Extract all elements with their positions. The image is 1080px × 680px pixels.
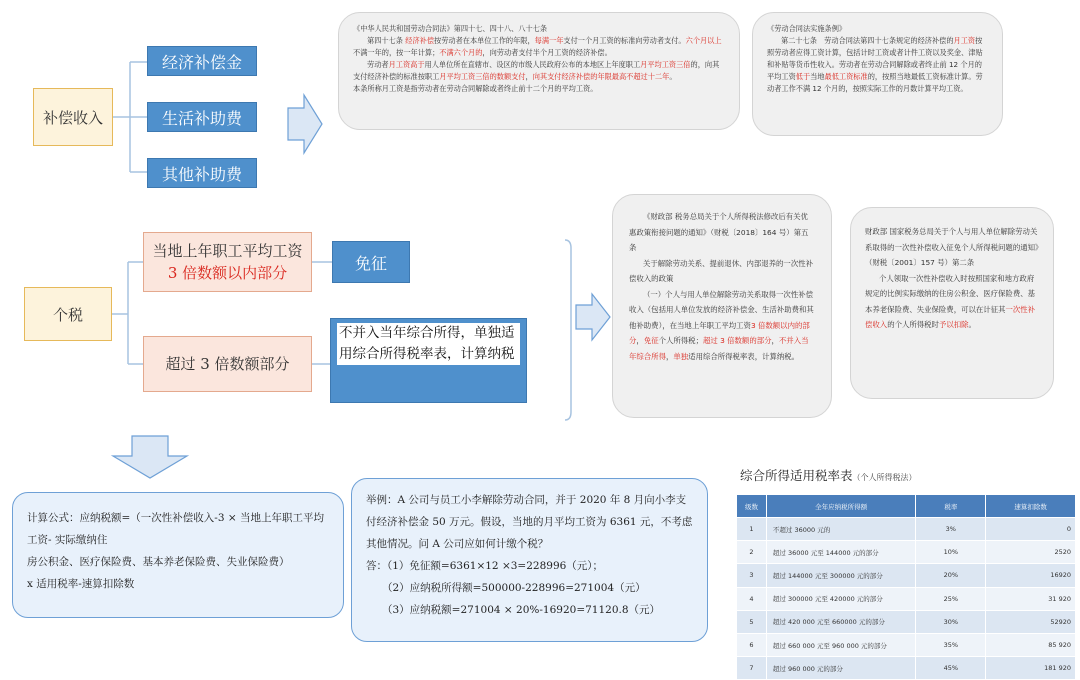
- branch-label: 生活补助费: [161, 108, 242, 128]
- tax-table-heading: [740, 465, 1070, 485]
- text: 月平均工资三倍的数额支付: [439, 72, 526, 81]
- notice-title: 财政部 国家税务总局关于个人与用人单位解除劳动关系取得的一次性补偿收入征免个人所得税问题的通知》（财税〔2001〕157 号）第二条: [865, 227, 1039, 267]
- branch-other-allowance: [147, 158, 257, 188]
- example-answer-3: （3）应纳税额=271004 × 20%-16920=71120.8（元）: [382, 604, 661, 616]
- text: 按照劳动者应得工资计算，包括计时工资或者计件工资以及奖金、津贴和补贴等货币性收入。劳动者在劳动合同解除或者终止前 12 个月的平均工资: [767, 36, 983, 81]
- tax-table-cell: 85 920: [986, 633, 1076, 656]
- condition-text: 超过 3 倍数额部分: [165, 355, 290, 373]
- tax-table-header: 速算扣除数: [986, 495, 1076, 518]
- arrow-right-2: [576, 294, 610, 340]
- branch-economic-compensation: [147, 46, 257, 76]
- text: ，向劳动者支付半个月工资的经济补偿。: [482, 48, 612, 57]
- tax-table-cell: 超过 660 000 元至 960 000 元的部分: [766, 633, 916, 656]
- text: 一次性补偿收入: [865, 304, 1036, 329]
- tax-table-cell: 52920: [986, 610, 1076, 633]
- condition-within-3x: [143, 232, 312, 292]
- formula-line-2: 房公积金、医疗保险费、基本养老保险费、失业保险费）: [27, 556, 290, 568]
- tax-table-cell: 3: [737, 564, 767, 587]
- notice-para-1: [629, 287, 815, 365]
- text: 不满六个月的: [439, 48, 483, 57]
- tax-table-cell: 31 920: [986, 587, 1076, 610]
- tax-table-subtitle: （个人所得税法）: [852, 473, 917, 482]
- tax-table-header: 级数: [737, 495, 767, 518]
- tax-table-row: [737, 564, 1076, 587]
- tax-table-cell: 10%: [916, 541, 986, 564]
- text: ，: [525, 72, 533, 81]
- text: 免征: [643, 336, 659, 345]
- tax-table-header: 全年应纳税所得额: [766, 495, 916, 518]
- text: 按劳动者在本单位工作的年限，: [434, 36, 535, 45]
- tax-table-cell: 1: [737, 518, 767, 541]
- tax-table-cell: 25%: [916, 587, 986, 610]
- compensation-income-label: 补偿收入: [42, 108, 103, 127]
- compensation-income-box: [33, 88, 113, 146]
- text: 第四十七条: [367, 36, 403, 45]
- tax-table-cell: 0: [986, 518, 1076, 541]
- individual-tax-box: [24, 287, 112, 341]
- text: 个人所得税；: [658, 336, 703, 345]
- text: 低于: [795, 72, 811, 81]
- notice-para: 关于解除劳动关系、提前退休、内部退养的一次性补偿收入的政策: [629, 258, 813, 283]
- result-separate-tax: [330, 318, 527, 403]
- text: 每满一年: [534, 36, 564, 45]
- text: 超过 3 倍数额的部分: [702, 336, 772, 345]
- individual-tax-label: 个税: [52, 305, 83, 324]
- formula-box: [12, 492, 344, 618]
- tax-table-title: 综合所得适用税率表: [740, 468, 853, 483]
- tax-table-cell: 4: [737, 587, 767, 610]
- tax-table-cell: 不超过 36000 元的: [766, 518, 916, 541]
- text: 用人单位所在直辖市、设区的市级人民政府公布的本地区上年度职工: [424, 60, 641, 69]
- formula-line-3: x 适用税率-速算扣除数: [27, 578, 135, 590]
- text: 支付一个月工资的标准向劳动者支付。: [563, 36, 686, 45]
- example-question: 举例：A 公司与员工小李解除劳动合同，并于 2020 年 8 月向小李支付经济补偿金 50 万元。假设，当地的月平均工资为 6361 元，不考虑其他情况。问 A 公司应如何计缴个税？: [366, 494, 693, 550]
- text: 劳动者: [367, 60, 389, 69]
- text: 当地: [810, 72, 825, 81]
- tax-table-cell: 35%: [916, 633, 986, 656]
- text: 。: [669, 72, 677, 81]
- branch-label: 经济补偿金: [161, 52, 242, 72]
- text: 月工资高于: [388, 60, 425, 69]
- text: 第二十七条 劳动合同法第四十七条规定的经济补偿的: [781, 36, 954, 45]
- tax-table-header: 税率: [916, 495, 986, 518]
- law-regulation-cloud: [752, 12, 1003, 136]
- text: 单独: [673, 351, 689, 361]
- tax-table-cell: 6: [737, 633, 767, 656]
- condition-highlight: 3 倍数额以内部分: [167, 264, 288, 282]
- tax-table-cell: 超过 300000 元至 420000 元的部分: [766, 587, 916, 610]
- condition-text: 当地上年职工平均工资: [152, 242, 303, 260]
- text: ，: [771, 336, 779, 345]
- result-separate-text: 不并入当年综合所得，单独适用综合所得税率表，计算纳税: [337, 323, 520, 365]
- tax-table-cell: 7: [737, 657, 767, 680]
- text: 予以扣除: [938, 320, 969, 329]
- condition-over-3x: [143, 336, 312, 392]
- tax-table-cell: 45%: [916, 657, 986, 680]
- tax-table-row: [737, 587, 1076, 610]
- text: 的个人所得税时: [887, 320, 939, 329]
- example-answer-1: 答：（1）免征额=6361×12 ×3=228996（元）；: [366, 560, 604, 572]
- law-labor-contract-cloud: [338, 12, 740, 130]
- text: 的，按照当地最低工资标准计算。劳动者工作不满 12 个月的，按照实际工作的月数计算平均工资。: [767, 72, 983, 93]
- tax-table-cell: 超过 420 000 元至 660000 元的部分: [766, 610, 916, 633]
- branch-living-allowance: [147, 102, 257, 132]
- tax-table-row: [737, 633, 1076, 656]
- law-para-salary: [353, 59, 725, 83]
- text: 。: [968, 320, 976, 329]
- tax-table-cell: 5: [737, 610, 767, 633]
- tax-table-row: [737, 541, 1076, 564]
- formula-line-1: 计算公式：应纳税额=（一次性补偿收入-3 × 当地上年职工平均工资- 实际缴纳住: [27, 512, 324, 546]
- tax-table-cell: 181 920: [986, 657, 1076, 680]
- text: 月平均工资三倍: [640, 60, 691, 69]
- tax-table-cell: 超过 144000 元至 300000 元的部分: [766, 564, 916, 587]
- notice-para-2: [865, 271, 1039, 333]
- tax-table-cell: 20%: [916, 564, 986, 587]
- text: 个人领取一次性补偿收入时按照国家和地方政府规定的比例实际缴纳的住房公积金、医疗保险费、基本养老保险费、失业保险费，可以在计征其: [865, 273, 1035, 314]
- law-para-27: [767, 35, 988, 95]
- text: 向其支付经济补偿的年限最高不超过十二年: [532, 72, 670, 81]
- text: 月工资: [953, 36, 976, 45]
- tax-table-cell: 超过 36000 元至 144000 元的部分: [766, 541, 916, 564]
- law-para-47: [353, 35, 725, 59]
- text: ，: [636, 336, 644, 345]
- notice-2018-164-cloud: [612, 194, 832, 418]
- law-title: 《中华人民共和国劳动合同法》第四十七、四十八、八十七条: [353, 24, 548, 33]
- text: 六个月以上: [685, 36, 722, 45]
- arrow-down: [113, 436, 187, 478]
- text: （一）个人与用人单位解除劳动关系取得一次性补偿收入（包括用人单位发放的经济补偿金、生活补助费和其他补助费），在当地上年职工平均工资: [629, 289, 814, 330]
- tax-table-row: [737, 657, 1076, 680]
- notice-2001-157-cloud: [850, 207, 1054, 399]
- text: 3 倍数额以内的部分: [629, 320, 810, 345]
- law-para-definition: 本条所称月工资是指劳动者在劳动合同解除或者终止前十二个月的平均工资。: [353, 84, 598, 93]
- text: 适用综合所得税率表，计算纳税。: [688, 351, 800, 361]
- text: ，: [665, 351, 674, 361]
- tax-table-cell: 2: [737, 541, 767, 564]
- example-box: [351, 478, 708, 642]
- tax-table-cell: 3%: [916, 518, 986, 541]
- result-exempt: [332, 241, 410, 283]
- tax-rate-table: [736, 494, 1076, 680]
- tax-table-cell: 16920: [986, 564, 1076, 587]
- tax-table-cell: 2520: [986, 541, 1076, 564]
- text: 经济补偿: [405, 36, 435, 45]
- tax-table-row: [737, 518, 1076, 541]
- notice-title: 《财政部 税务总局关于个人所得税法修改后有关优惠政策衔接问题的通知》（财税〔2018〕164 号）第五条: [629, 212, 809, 252]
- branch-label: 其他补助费: [161, 164, 242, 184]
- example-answer-2: （2）应纳税所得额=500000-228996=271004（元）: [382, 582, 646, 594]
- text: 不并入当年综合所得: [629, 336, 809, 361]
- text: 的，向其支付经济补偿的标准按职工: [353, 60, 720, 81]
- arrow-right-1: [288, 95, 322, 153]
- tax-table-cell: 超过 960 000 元的部分: [766, 657, 916, 680]
- tax-table-row: [737, 610, 1076, 633]
- text: 不满一年的，按一年计算；: [353, 48, 440, 57]
- tax-table-cell: 30%: [916, 610, 986, 633]
- text: 最低工资标准: [824, 72, 868, 81]
- result-label: 免征: [354, 253, 387, 273]
- law-title: 《劳动合同法实施条例》: [767, 24, 847, 33]
